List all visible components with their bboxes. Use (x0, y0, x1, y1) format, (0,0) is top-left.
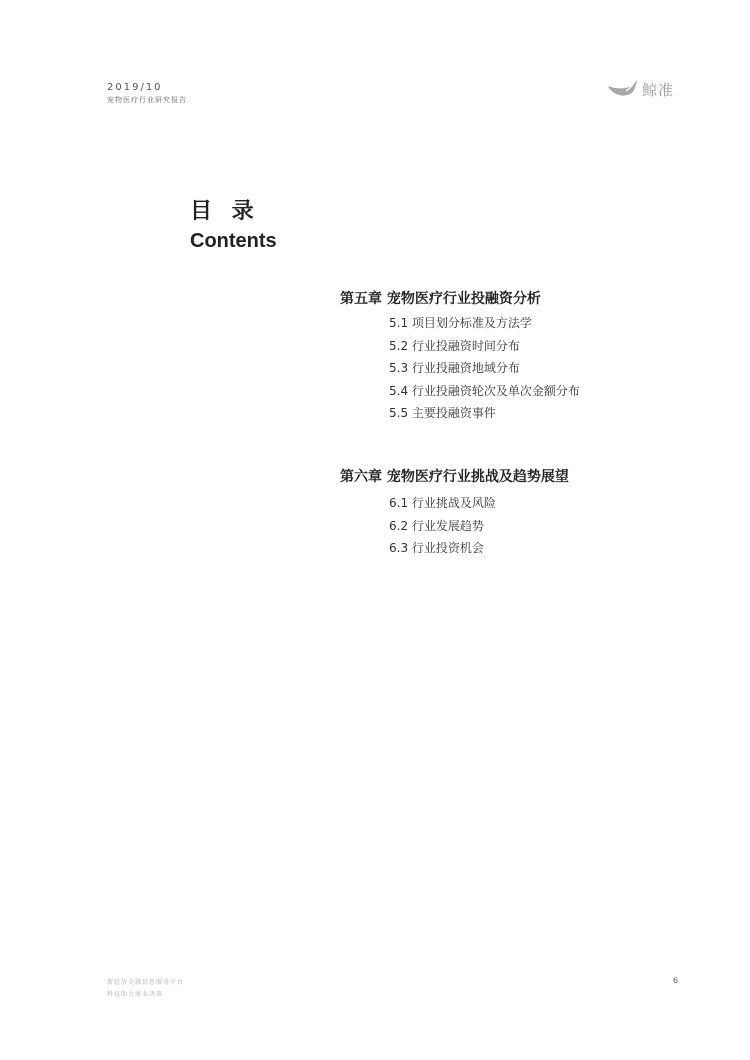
whale-icon (606, 78, 638, 100)
chapter-5-heading[interactable]: 第五章 宠物医疗行业投融资分析 (340, 291, 541, 307)
toc-title: 目 录 (190, 199, 260, 224)
page-number: 6 (673, 976, 679, 985)
chapter-6-items (389, 492, 496, 560)
toc-item-6-3[interactable]: 6.3 行业投资机会 (389, 541, 484, 555)
toc-item-6-1[interactable]: 6.1 行业挑战及风险 (389, 496, 496, 510)
footer-tagline-1: 新经济金融信息服务平台 (107, 979, 185, 986)
toc-item-5-3[interactable]: 5.3 行业投融资地域分布 (389, 361, 520, 375)
toc-item-5-5[interactable]: 5.5 主要投融资事件 (389, 406, 496, 420)
chapter-5-items (389, 312, 580, 425)
brand-logo (606, 76, 674, 102)
toc-item-5-4[interactable]: 5.4 行业投融资轮次及单次金额分布 (389, 383, 580, 398)
toc-item-6-2[interactable]: 6.2 行业发展趋势 (389, 518, 484, 533)
toc-subtitle: Contents (190, 230, 277, 252)
report-subtitle: 宠物医疗行业研究报告 (107, 96, 187, 104)
footer-tagline-2: 科技助力商业决策 (107, 991, 164, 998)
toc-item-5-2[interactable]: 5.2 行业投融资时间分布 (389, 338, 520, 353)
toc-item-5-1[interactable]: 5.1 项目划分标准及方法学 (389, 316, 532, 330)
chapter-6-heading[interactable]: 第六章 宠物医疗行业挑战及趋势展望 (340, 469, 569, 485)
brand-name: 鲸准 (642, 80, 675, 99)
report-date: 2019/10 (107, 82, 163, 93)
